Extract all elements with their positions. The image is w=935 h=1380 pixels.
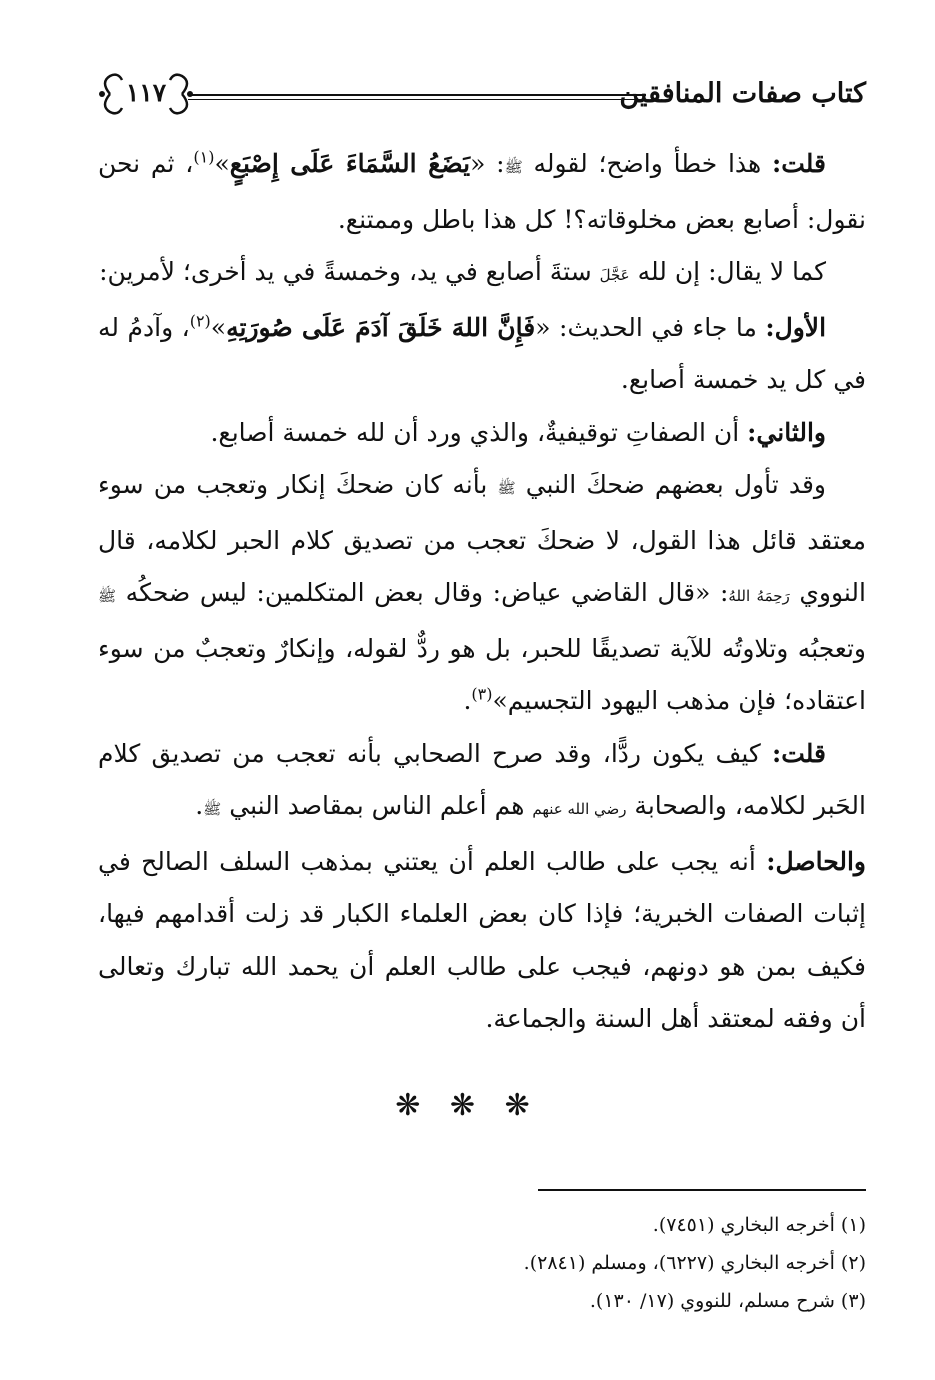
footnote-ref: (٢) <box>189 311 211 331</box>
text-run: هذا خطأ واضح؛ لقوله <box>522 149 772 178</box>
paragraph-1 <box>98 138 866 246</box>
paragraph-lead: والثاني: <box>747 417 826 447</box>
text-run: ما جاء في الحديث: « <box>535 312 766 342</box>
honorific-glyph: رضي الله عنهم <box>532 800 627 818</box>
paragraph-6 <box>98 728 866 836</box>
section-divider-ornament: ❋ ❋ ❋ <box>395 1088 540 1123</box>
honorific-glyph: رَحِمَهُ اللهُ <box>728 587 790 605</box>
text-run: بأنه كان ضحكَ إنكار وتعجب من سوء معتقد قائل هذا القول، لا ضحكَ تعجب من تصديق كلام الحبر لكلامه، قال النووي <box>98 470 866 607</box>
paragraph-lead: قلت: <box>771 738 826 768</box>
honorific-glyph: ﷺ <box>203 800 222 818</box>
paragraph-7 <box>98 836 866 1046</box>
footnotes <box>98 1206 866 1320</box>
footnote-ref: (١) <box>193 147 215 167</box>
honorific-glyph: ﷺ <box>497 479 516 497</box>
footnote-2: (٢) أخرجه البخاري (٦٢٢٧)، ومسلم (٢٨٤١). <box>523 1252 866 1274</box>
paragraph-5 <box>98 459 866 728</box>
text-run: » <box>210 312 227 342</box>
text-run: وتعجبُه وتلاوتُه للآية تصديقًا للحبر، بل هو ردٌّ لقوله، وإنكارٌ وتعجبٌ من سوء اعتقاده؛ فإن مذهب اليهود التجسيم» <box>98 633 866 715</box>
honorific-glyph: عَجَّلَ <box>599 266 630 284</box>
text-run: » <box>214 149 230 178</box>
book-title: كتاب صفات المنافقين <box>619 78 866 109</box>
page-number: ١١٧ <box>125 78 167 107</box>
text-run: : « <box>470 149 505 178</box>
paragraph-lead: والحاصل: <box>766 846 866 876</box>
text-run: كيف يكون ردًّا، وقد صرح الصحابي بأنه تعجب من تصديق كلام الحَبر لكلامه، والصحابة <box>98 738 866 820</box>
footnote-ref: (٣) <box>471 684 493 704</box>
footnote-rule <box>538 1189 866 1191</box>
honorific-glyph: ﷺ <box>98 587 117 605</box>
honorific-glyph: ﷺ <box>504 158 523 176</box>
text-run: ستةَ أصابع في يد، وخمسةً في يد أخرى؛ لأمرين: <box>99 257 600 286</box>
running-header <box>96 70 866 126</box>
footnote-3: (٣) شرح مسلم، للنووي (١٧/ ١٣٠). <box>589 1290 866 1312</box>
text-run: هم أعلم الناس بمقاصد النبي <box>221 791 533 820</box>
paragraph-4 <box>98 407 866 460</box>
text-run: ، وآدمُ له في كل يد خمسة أصابع. <box>98 312 866 394</box>
text-run: وقد تأول بعضهم ضحكَ النبي <box>515 470 826 499</box>
header-rule <box>188 94 646 100</box>
text-run: أنه يجب على طالب العلم أن يعتني بمذهب السلف الصالح في إثبات الصفات الخبرية؛ فإذا كان بعض العلماء الكبار قد زلت أقدامهم فيها، فكيف بمن هو دونهم، فيجب على طالب العلم أن يحمد الله تبارك وتعالى أن وفقه لمعتقد أهل السنة والجماعة. <box>98 846 866 1033</box>
text-run: أن الصفاتِ توقيفيةٌ، والذي ورد أن لله خمسة أصابع. <box>210 417 748 447</box>
paragraph-lead: قلت: <box>771 149 826 178</box>
paragraph-3 <box>98 302 866 407</box>
main-text <box>98 138 866 1046</box>
paragraph-2 <box>98 246 866 302</box>
hadith-quote: يَضَعُ السَّمَاءَ عَلَى إِصْبَعٍ <box>229 149 471 178</box>
text-run: كما لا يقال: إن لله <box>629 257 826 286</box>
text-run: : «قال القاضي عياض: وقال بعض المتكلمين: ليس ضحكُه <box>116 578 729 607</box>
page-number-ornament <box>96 70 196 118</box>
text-run: . <box>463 686 472 715</box>
paragraph-lead: الأول: <box>765 312 827 342</box>
footnote-1: (١) أخرجه البخاري (٧٤٥١). <box>652 1214 866 1236</box>
hadith-quote: فَإِنَّ اللهَ خَلَقَ آدَمَ عَلَى صُورَتِهِ <box>226 312 536 342</box>
text-run: . <box>195 791 204 820</box>
text-run: ، ثم نحن نقول: أصابع بعض مخلوقاته؟! كل هذا باطل وممتنع. <box>98 149 866 234</box>
